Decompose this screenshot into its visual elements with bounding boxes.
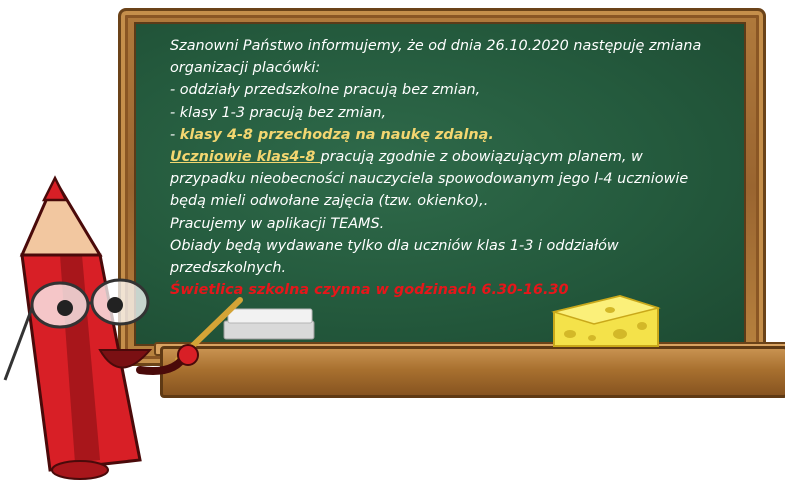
announcement-line [170,35,730,57]
announcement-segment: organizacji placówki: [170,60,321,77]
announcement-segment: Pracujemy w aplikacji TEAMS. [170,215,385,232]
pencil-mascot-icon [0,160,250,480]
announcement-text [170,35,730,301]
announcement-segment: - [170,126,180,143]
announcement-segment: będą mieli odwołane zajęcia (tzw. okienko),. [170,193,489,210]
announcement-segment: - oddziały przedszkolne pracują bez zmian, [170,82,481,99]
announcement-segment: przypadku nieobecności nauczyciela spowodowanym jego l-4 uczniowie [170,171,689,188]
announcement-segment: przedszkolnych. [170,259,287,276]
announcement-line [170,102,730,124]
announcement-line [170,257,730,279]
announcement-segment: Obiady będą wydawane tylko dla uczniów klas 1-3 i oddziałów [170,237,619,254]
announcement-line [170,190,730,212]
announcement-line [170,213,730,235]
announcement-segment: klasy 4-8 przechodzą na naukę zdalną. [179,126,494,143]
announcement-segment: Uczniowie klas4-8 [170,148,321,165]
announcement-line [170,57,730,79]
announcement-line [170,124,730,146]
chalk-tray [160,346,785,398]
announcement-line [170,146,730,168]
announcement-segment: Świetlica szkolna czynna w godzinach 6.30-16.30 [170,282,569,299]
announcement-segment: pracują zgodnie z obowiązującym planem, w [320,148,643,165]
announcement-segment: Szanowni Państwo informujemy, że od dnia 26.10.2020 następuję zmiana [170,38,702,54]
announcement-segment: - klasy 1-3 pracują bez zmian, [170,104,387,121]
announcement-line [170,279,730,301]
announcement-line [170,235,730,257]
announcement-line [170,168,730,190]
announcement-line [170,79,730,101]
